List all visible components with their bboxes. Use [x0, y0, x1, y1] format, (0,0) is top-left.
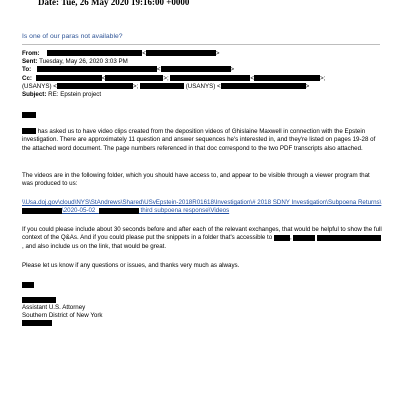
- redaction: [22, 112, 36, 118]
- redaction: [22, 208, 62, 214]
- cc-row: Cc: < >; < >;: [22, 75, 326, 82]
- paragraph-3-text-b: , and also include us on the link, that would be great.: [22, 242, 167, 250]
- redaction: [57, 83, 133, 89]
- header-divider: [22, 44, 380, 45]
- redaction: [254, 75, 320, 81]
- thread-subject: Is one of our paras not available?: [22, 33, 123, 40]
- paragraph-3-text-a: If you could please include about 30 seconds before and after each of the relevant exchanges, that would be helpful to show the full context of the Q&As. And if you could please put the snippets in a folder that's accessible to: [22, 226, 382, 242]
- redaction: [140, 83, 184, 89]
- redaction: [22, 128, 36, 134]
- redaction: [293, 235, 315, 241]
- sent-value: Tuesday, May 26, 2020 3:03 PM: [39, 58, 128, 65]
- from-label: From:: [22, 50, 40, 57]
- redaction: [170, 75, 250, 81]
- subject-value: RE: Epstein project: [48, 91, 102, 98]
- redaction: [36, 75, 102, 81]
- folder-link-part-1[interactable]: \\Usa.doj.gov\cloud\NYS\StAndrews\Shared\USvEpstein-2018R01618\Investigation\# 2018 SDNY Investigation\Subpoena Returns\: [22, 199, 382, 206]
- to-label: To:: [22, 66, 32, 73]
- body-paragraph-1: [22, 128, 382, 153]
- redaction: [161, 66, 231, 72]
- from-row: From: < >: [22, 50, 220, 57]
- cc-usanys-2: (USANYS): [185, 83, 216, 90]
- redaction: [22, 297, 56, 303]
- redaction: [105, 75, 163, 81]
- signature-office: Southern District of New York: [22, 312, 103, 319]
- redaction: [146, 50, 216, 56]
- folder-link-part-3[interactable]: third subpoena response\Videos: [138, 207, 230, 215]
- cc-label: Cc:: [22, 75, 32, 82]
- redaction: [37, 66, 157, 72]
- redaction: [274, 235, 290, 241]
- body-paragraph-2: The videos are in the following folder, which you should have access to, and appear to be visible through a viewer program that was produced to us:: [22, 172, 370, 188]
- folder-link[interactable]: [22, 199, 382, 216]
- redaction: [317, 235, 381, 241]
- email-date-header: Date: Tue, 26 May 2020 19:16:00 +0000: [38, 0, 190, 7]
- signature-title: Assistant U.S. Attorney: [22, 304, 86, 311]
- paragraph-1-text: has asked us to have video clips created from the deposition videos of Ghislaine Maxwell in connection with the Epstein investigation. There are approximately 11 question and answer sequences he's interested in, and they're listed on pages 19-28 of the attached word document. The page numbers referenced in that doc correspond to the two PDF transcripts also attached.: [22, 128, 376, 152]
- redaction: [47, 50, 142, 56]
- signoff-row: [22, 282, 34, 290]
- to-row: To: < >: [22, 66, 235, 73]
- body-paragraph-3: If you could please include about 30 seconds before and after each of the relevant exchanges, that would be helpful to show the full context of the Q&As. And if you could please put the snippets in a folder that's accessible to , , and also include us on the link, that would be great.: [22, 226, 382, 250]
- signature-phone-row: [22, 320, 52, 328]
- sent-label: Sent:: [22, 58, 38, 65]
- cc-row-2: (USANYS) < >; (USANYS) < >: [22, 83, 310, 90]
- redaction: [99, 208, 139, 214]
- cc-usanys-1: (USANYS): [22, 83, 52, 90]
- body-paragraph-4: Please let us know if any questions or issues, and thanks very much as always.: [22, 262, 240, 269]
- greeting-row: [22, 112, 36, 120]
- subject-row: [22, 91, 101, 99]
- redaction: [22, 320, 52, 326]
- redaction: [22, 282, 34, 288]
- sent-row: [22, 58, 128, 66]
- redaction: [221, 83, 306, 89]
- folder-link-part-2[interactable]: \2020-05-02_: [62, 207, 99, 215]
- subject-label: Subject:: [22, 91, 47, 98]
